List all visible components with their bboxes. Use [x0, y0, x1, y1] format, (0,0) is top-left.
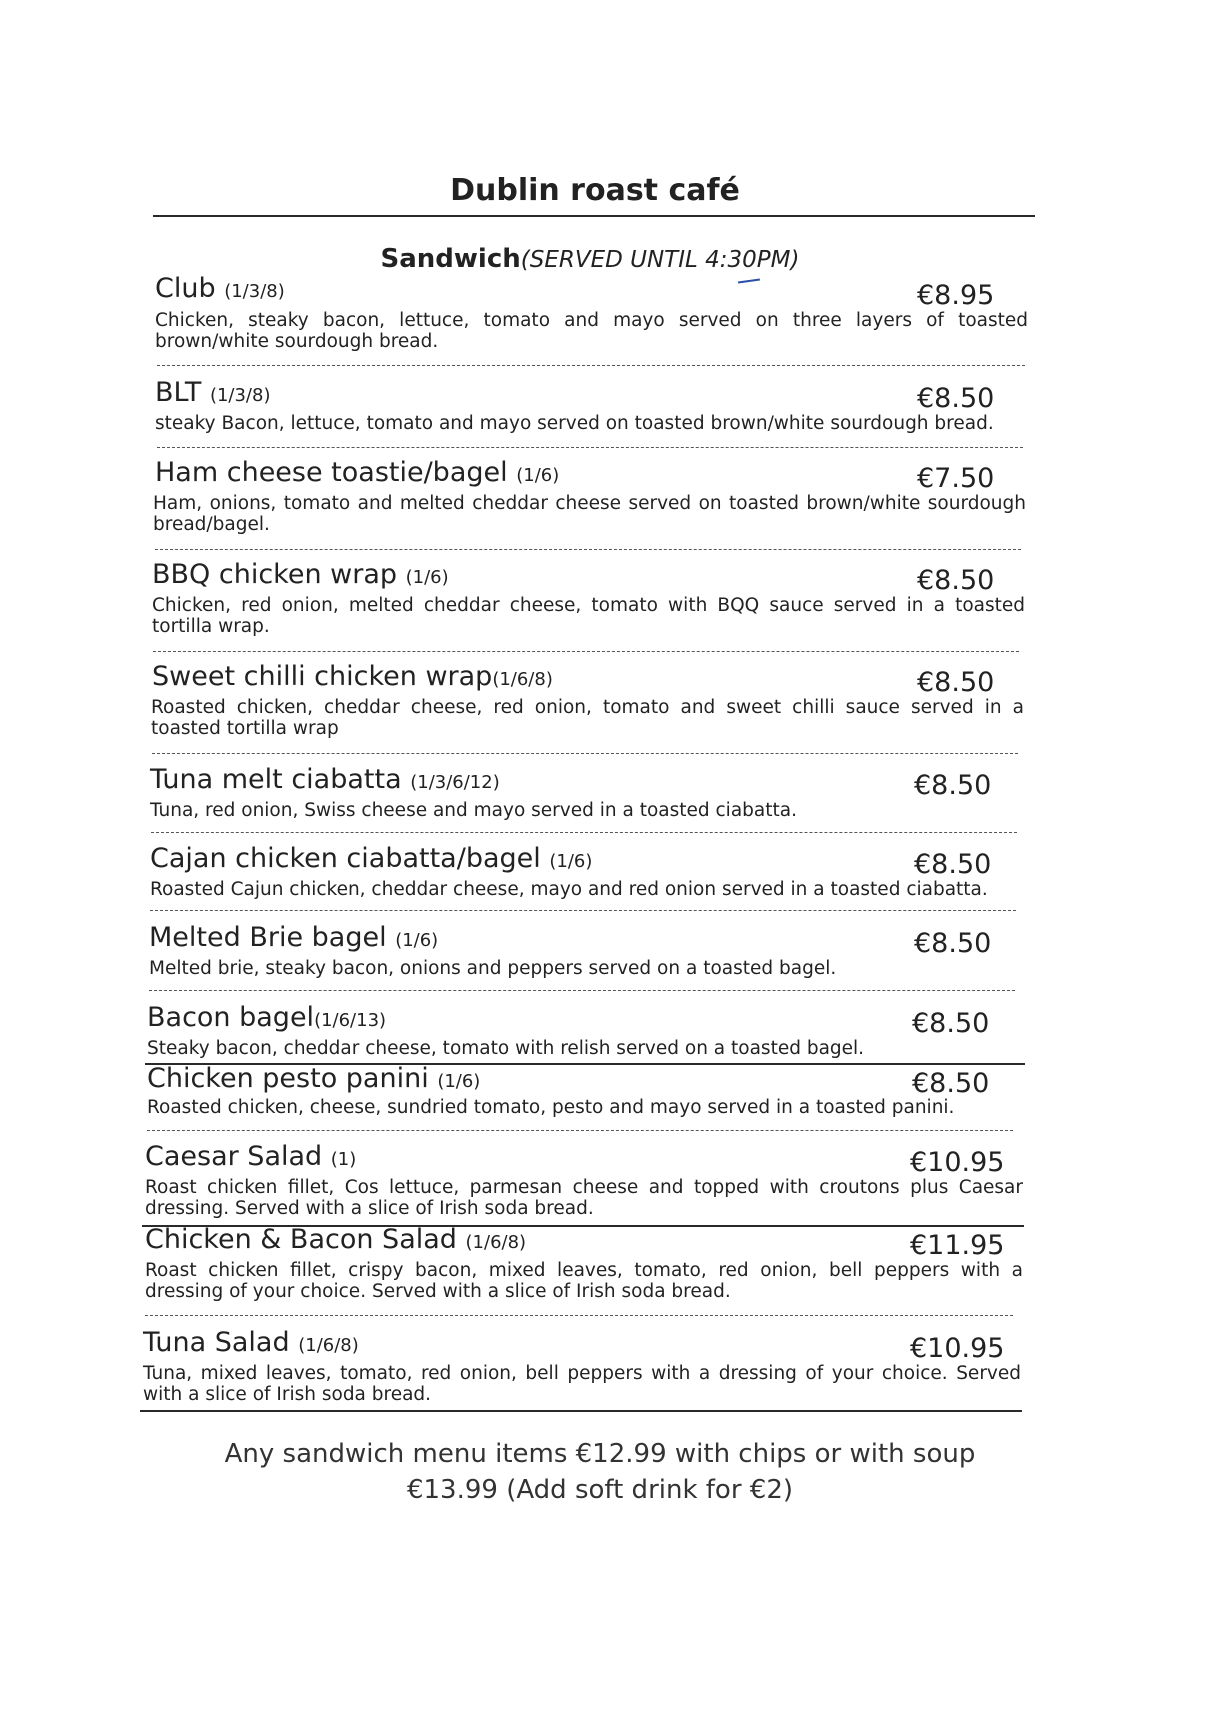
item-allergens: (1/6)	[516, 465, 560, 486]
item-name: BBQ chicken wrap	[152, 559, 398, 590]
pen-mark	[738, 278, 760, 283]
item-description: Roasted chicken, cheese, sundried tomato, pesto and mayo served in a toasted panini.	[147, 1097, 955, 1118]
item-allergens: (1/6/8)	[492, 669, 553, 690]
item-allergens: (1/6)	[395, 930, 439, 951]
item-name-line	[145, 1141, 356, 1172]
item-price: €8.50	[917, 565, 995, 596]
item-divider	[149, 990, 1015, 991]
item-description: Melted brie, steaky bacon, onions and peppers served on a toasted bagel.	[149, 958, 837, 979]
item-divider	[155, 549, 1021, 550]
item-price: €8.50	[912, 1008, 990, 1039]
item-name-line	[155, 377, 270, 408]
item-divider	[151, 832, 1017, 833]
item-divider	[145, 1315, 1013, 1316]
item-name: Tuna melt ciabatta	[150, 764, 402, 795]
item-price: €10.95	[910, 1147, 1005, 1178]
item-price: €8.50	[917, 667, 995, 698]
closing-rule	[140, 1410, 1022, 1412]
item-divider	[152, 753, 1018, 754]
item-allergens: (1/6/8)	[298, 1335, 359, 1356]
item-name-line	[150, 843, 592, 874]
item-name: Caesar Salad	[145, 1141, 323, 1172]
item-price: €8.50	[914, 849, 992, 880]
section-heading	[0, 244, 1180, 274]
item-divider	[147, 1130, 1013, 1131]
item-description: Steaky bacon, cheddar cheese, tomato with relish served on a toasted bagel.	[147, 1038, 865, 1059]
item-allergens: (1/3/6/12)	[410, 772, 500, 793]
item-price: €8.50	[914, 770, 992, 801]
item-allergens: (1)	[330, 1149, 357, 1170]
item-description: steaky Bacon, lettuce, tomato and mayo served on toasted brown/white sourdough bread.	[155, 413, 994, 434]
item-divider	[157, 447, 1023, 448]
item-description: Roast chicken fillet, crispy bacon, mixed leaves, tomato, red onion, bell peppers with a dressing of your choice. Served with a slice of Irish soda bread.	[145, 1260, 1023, 1302]
item-name-line	[147, 1002, 386, 1033]
item-name-line	[152, 559, 449, 590]
item-price: €8.50	[914, 928, 992, 959]
item-description: Chicken, red onion, melted cheddar cheese, tomato with BQQ sauce served in a toasted tortilla wrap.	[152, 595, 1025, 637]
item-name: BLT	[155, 377, 202, 408]
item-price: €7.50	[917, 463, 995, 494]
cafe-title: Dublin roast café	[450, 173, 740, 208]
item-price: €11.95	[910, 1230, 1005, 1261]
item-description: Ham, onions, tomato and melted cheddar cheese served on toasted brown/white sourdough bread/bagel.	[153, 493, 1026, 535]
item-name-line	[155, 273, 285, 304]
item-name-line	[145, 1224, 526, 1255]
item-allergens: (1/6/13)	[314, 1010, 387, 1031]
item-allergens: (1/6/8)	[465, 1232, 527, 1253]
item-price: €8.50	[912, 1068, 990, 1099]
item-name: Melted Brie bagel	[149, 922, 387, 953]
item-divider	[153, 651, 1019, 652]
item-price: €8.50	[917, 383, 995, 414]
item-name-line	[147, 1063, 480, 1094]
item-name: Cajan chicken ciabatta/bagel	[150, 843, 541, 874]
item-allergens: (1/3/8)	[209, 385, 271, 406]
item-name: Chicken & Bacon Salad	[145, 1224, 457, 1255]
item-description: Tuna, mixed leaves, tomato, red onion, bell peppers with a dressing of your choice. Served with a slice of Irish soda bread.	[143, 1363, 1021, 1405]
item-description: Chicken, steaky bacon, lettuce, tomato and mayo served on three layers of toasted brown/white sourdough bread.	[155, 310, 1028, 352]
item-allergens: (1/6)	[437, 1071, 481, 1092]
section-name: Sandwich	[380, 244, 521, 274]
item-allergens: (1/6)	[405, 567, 449, 588]
item-name-line	[155, 457, 559, 488]
section-serving-note: (SERVED UNTIL 4:30PM)	[520, 247, 800, 273]
item-price: €8.95	[917, 280, 995, 311]
item-name: Bacon bagel	[147, 1002, 315, 1033]
footer-offer-line-2: €13.99 (Add soft drink for €2)	[406, 1475, 794, 1505]
item-name: Club	[155, 273, 216, 304]
item-description: Tuna, red onion, Swiss cheese and mayo served in a toasted ciabatta.	[150, 800, 797, 821]
item-description: Roasted chicken, cheddar cheese, red onion, tomato and sweet chilli sauce served in a toasted tortilla wrap	[151, 697, 1024, 739]
item-description: Roast chicken fillet, Cos lettuce, parmesan cheese and topped with croutons plus Caesar dressing. Served with a slice of Irish soda bread.	[145, 1177, 1023, 1219]
item-description: Roasted Cajun chicken, cheddar cheese, mayo and red onion served in a toasted ciabatta.	[150, 879, 988, 900]
item-name-line	[152, 661, 553, 692]
item-name: Chicken pesto panini	[147, 1063, 429, 1094]
item-name: Ham cheese toastie/bagel	[155, 457, 508, 488]
item-allergens: (1/3/8)	[224, 281, 285, 302]
item-name: Tuna Salad	[143, 1327, 290, 1358]
item-name-line	[149, 922, 438, 953]
item-name-line	[143, 1327, 359, 1358]
item-divider	[150, 910, 1016, 911]
title-rule	[153, 215, 1035, 217]
item-divider	[157, 365, 1025, 366]
item-allergens: (1/6)	[549, 851, 593, 872]
item-name: Sweet chilli chicken wrap	[152, 661, 493, 692]
item-price: €10.95	[910, 1333, 1005, 1364]
footer-offer-line-1: Any sandwich menu items €12.99 with chips or with soup	[224, 1439, 976, 1469]
item-name-line	[150, 764, 500, 795]
